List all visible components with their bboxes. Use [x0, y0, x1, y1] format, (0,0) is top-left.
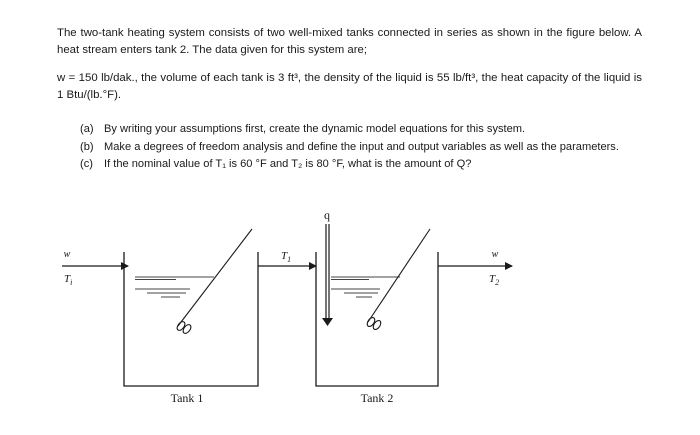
tank-1-vessel — [124, 252, 258, 386]
question-text: By writing your assumptions first, create the dynamic model equations for this system. — [104, 123, 526, 135]
outlet-flow-label: w — [491, 249, 499, 260]
heater-element — [322, 224, 333, 326]
tank-2-vessel — [316, 252, 438, 386]
tank-2-agitator — [366, 229, 430, 331]
heat-input-label: q — [324, 208, 330, 222]
question-letter: (c) — [80, 158, 93, 170]
question-text: Make a degrees of freedom analysis and define the input and output variables as well as the parameters. — [104, 140, 619, 153]
tank-2-label: Tank 2 — [360, 391, 394, 405]
tank-1-agitator — [176, 229, 252, 335]
problem-intro: The two-tank heating system consists of two well-mixed tanks connected in series as shown in the figure below. A heat stream enters tank 2. The data given for this system are; — [57, 27, 642, 56]
inlet-flow-label: w — [63, 249, 71, 260]
outlet-temp-label: $T_2$ — [489, 273, 500, 287]
problem-givens: w = 150 lb/dak., the volume of each tank is 3 ft³, the density of the liquid is 55 lb/ft³, the heat capacity of the liquid is 1 Btu/(lb.°F). — [57, 72, 642, 101]
tank-1-label: Tank 1 — [170, 391, 204, 405]
question-letter: (b) — [80, 140, 94, 153]
question-text: If the nominal value of T₁ is 60 °F and T₂ is 80 °F, what is the amount of Q? — [104, 158, 472, 170]
question-letter: (a) — [80, 123, 94, 135]
tank-1-temp-label: $T_1$ — [281, 250, 292, 264]
tank-2-liquid-level — [331, 277, 400, 297]
inlet-temp-label: $T_i$ — [64, 273, 73, 287]
